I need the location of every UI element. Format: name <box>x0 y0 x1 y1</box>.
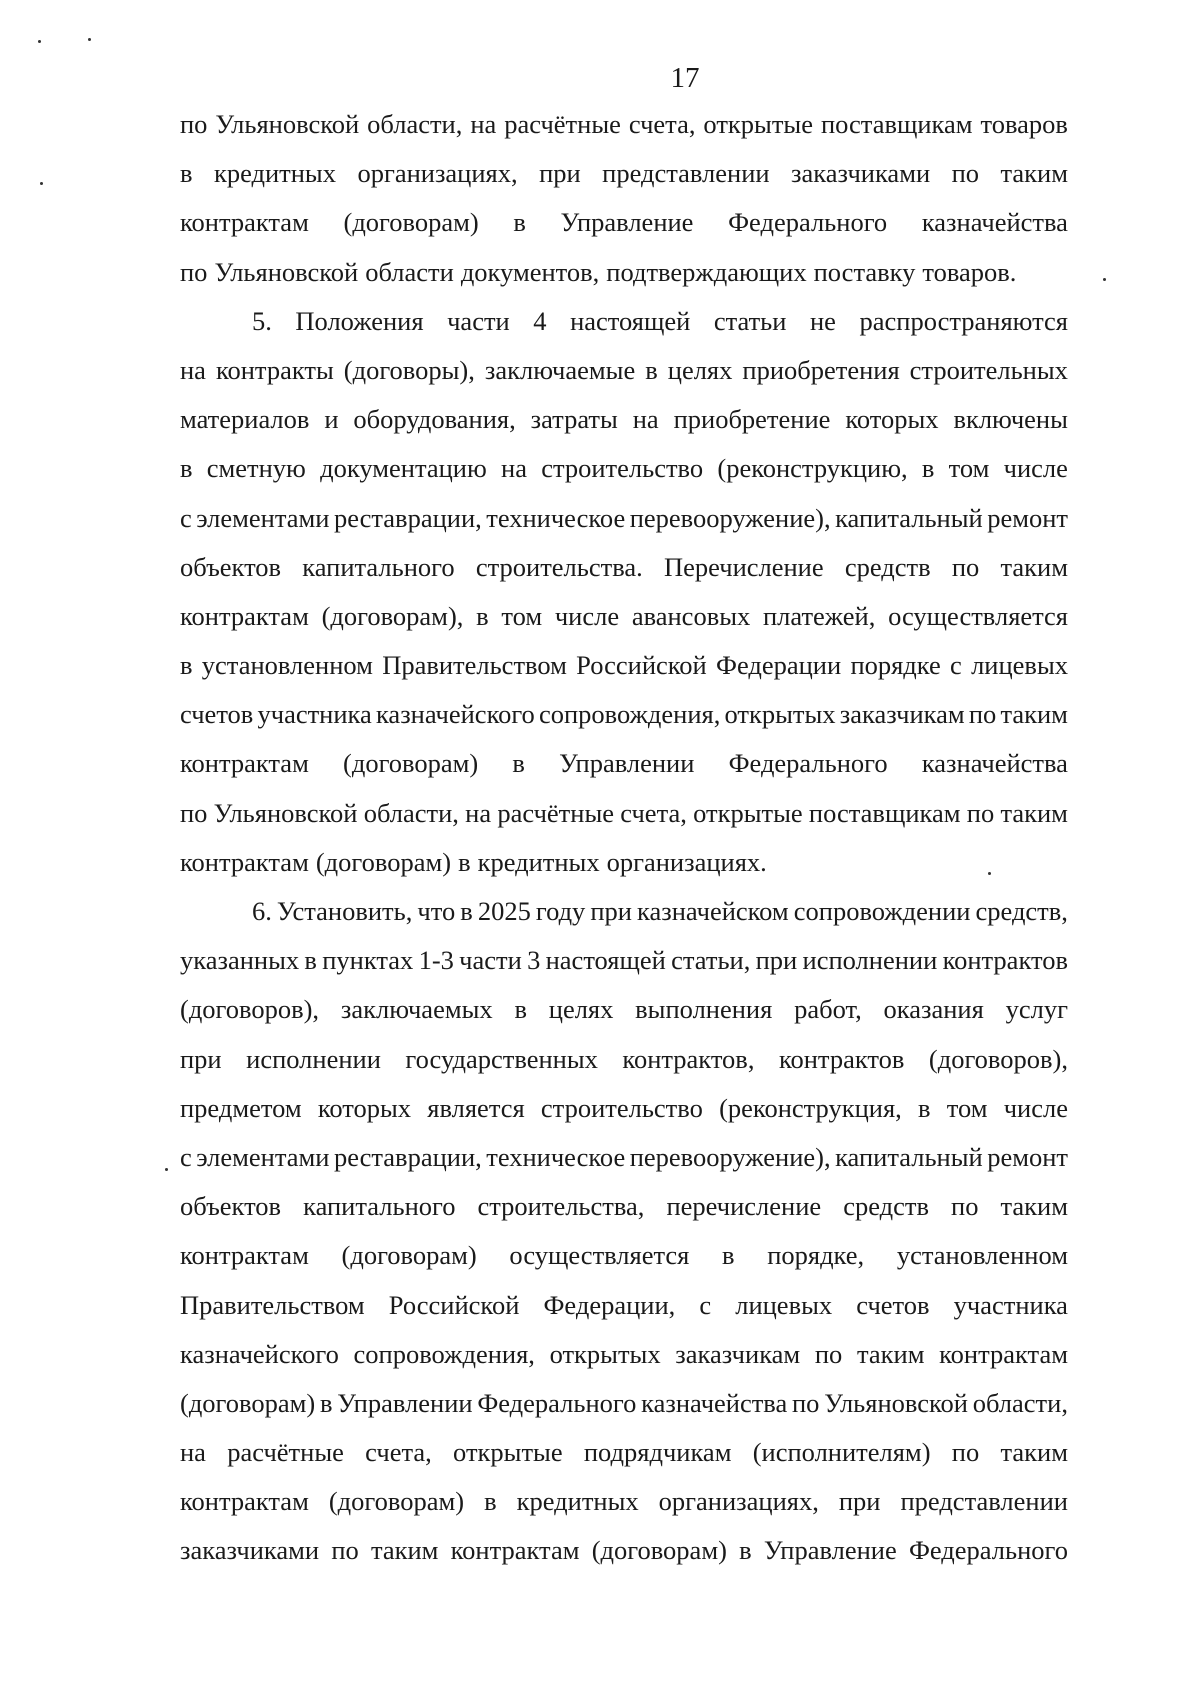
word: элементами <box>196 502 330 533</box>
word: казначейства <box>921 207 1068 238</box>
word: в <box>514 994 527 1025</box>
text-line <box>180 1330 1068 1379</box>
word: документов, <box>460 256 600 287</box>
word: в <box>180 158 193 189</box>
word: целях <box>548 994 614 1025</box>
word: Федерального <box>728 748 888 779</box>
word: 5. <box>252 305 272 336</box>
word: пунктах <box>322 945 414 976</box>
word: авансовых <box>631 600 751 631</box>
word: Федерального <box>908 1535 1068 1566</box>
word: участника <box>257 699 372 730</box>
word: по <box>331 1535 359 1566</box>
word: организациях, <box>357 158 518 189</box>
word: поставку <box>813 256 916 287</box>
word: счета, <box>628 109 696 139</box>
word: товаров. <box>922 256 1017 287</box>
word: при <box>590 896 632 926</box>
word: (договорам) <box>328 1486 465 1517</box>
word: (договоров), <box>928 1043 1068 1074</box>
word: по <box>951 158 980 189</box>
word: строительство <box>540 1092 703 1123</box>
word: (договорам), <box>321 600 464 631</box>
word: в <box>180 650 193 681</box>
word: осуществляется <box>509 1240 690 1271</box>
word: таким <box>1000 797 1068 828</box>
page-number: 17 <box>670 62 700 94</box>
word: расчётные <box>504 109 621 139</box>
word: сопровождении <box>793 896 971 926</box>
word: материалов <box>180 404 310 435</box>
text-line <box>180 789 1068 838</box>
text-line <box>180 838 1068 887</box>
word: кредитных <box>213 158 336 189</box>
text-line <box>180 1281 1068 1330</box>
word: кредитных <box>516 1486 639 1517</box>
word: счета, <box>620 797 687 828</box>
word: казначейском <box>637 896 789 926</box>
text-line <box>180 444 1068 493</box>
word: (договорам) <box>180 1387 316 1418</box>
word: Управление <box>763 1535 897 1566</box>
word: участника <box>953 1289 1068 1320</box>
word: контрактам <box>939 1338 1068 1369</box>
word: по <box>968 699 997 730</box>
word: поставщикам <box>808 797 961 828</box>
word: в <box>645 354 658 385</box>
word: (договорам) <box>591 1535 727 1566</box>
word: (реконструкцию, <box>717 453 908 484</box>
word: строительство <box>541 453 704 484</box>
word: Ульяновской <box>824 1387 968 1418</box>
word: Федерального <box>728 207 888 238</box>
word: контрактам <box>180 1486 309 1517</box>
text-line <box>180 1035 1068 1084</box>
word: документацию <box>320 453 487 484</box>
word: при <box>838 1486 881 1517</box>
text-line <box>180 346 1068 395</box>
word: приобретение <box>673 404 831 435</box>
word: заключаемые <box>484 354 636 385</box>
text-line <box>180 1379 1068 1428</box>
word: в <box>319 1387 333 1418</box>
word: в <box>458 846 471 877</box>
word: и <box>324 404 339 435</box>
text-line <box>180 887 1068 936</box>
word: части <box>447 305 510 336</box>
word: контрактам <box>180 207 309 238</box>
word: таким <box>1000 1191 1068 1222</box>
word: перевооружение), <box>629 502 831 533</box>
word: работ, <box>794 994 862 1025</box>
word: техническое <box>486 502 626 533</box>
word: установленном <box>201 650 373 681</box>
word: целях <box>667 354 733 385</box>
word: Правительством <box>180 1289 365 1320</box>
word: капитальный <box>835 1141 983 1172</box>
word: расчётные <box>227 1437 344 1468</box>
word: (исполнителям) <box>752 1437 931 1468</box>
text-line <box>180 149 1068 198</box>
word: исполнении <box>802 945 938 976</box>
word: платежей, <box>762 600 876 631</box>
word: заказчиками <box>791 158 931 189</box>
word: заключаемых <box>340 994 493 1025</box>
word: капитального <box>302 551 455 582</box>
word: на <box>465 797 492 828</box>
word: 2025 <box>477 896 531 926</box>
word: в <box>476 600 489 631</box>
word: открытых <box>724 699 836 730</box>
word: таким <box>370 1535 439 1566</box>
text-line <box>180 395 1068 444</box>
word: счетов <box>856 1289 930 1320</box>
word: сопровождения, <box>538 699 721 730</box>
word: числе <box>1003 1092 1068 1123</box>
word: по <box>951 551 980 582</box>
word: товаров <box>980 109 1068 139</box>
word: организациях, <box>658 1486 819 1517</box>
word: на <box>180 1437 206 1468</box>
word: (договорам) <box>341 1240 477 1271</box>
scan-speck <box>40 182 43 185</box>
scan-speck <box>988 872 991 875</box>
text-line <box>180 1428 1068 1477</box>
word: объектов <box>180 551 282 582</box>
word: Положения <box>295 305 424 336</box>
word: с <box>180 502 192 533</box>
word: том <box>948 453 990 484</box>
text-line <box>180 936 1068 985</box>
word: 6. <box>252 896 272 926</box>
scan-speck <box>165 1168 168 1171</box>
word: таким <box>1000 1437 1068 1468</box>
word: по <box>951 1437 980 1468</box>
word: по <box>792 1387 820 1418</box>
word: в <box>484 1486 497 1517</box>
word: контрактов <box>778 1043 905 1074</box>
word: порядке <box>850 650 941 681</box>
text-line <box>180 592 1068 641</box>
word: строительных <box>909 354 1068 385</box>
word: таким <box>1000 551 1068 582</box>
word: казначейского <box>375 699 535 730</box>
word: Управлении <box>559 748 695 779</box>
word: Ульяновской <box>213 797 358 828</box>
word: (реконструкция, <box>719 1092 902 1123</box>
word: заказчикам <box>675 1338 801 1369</box>
word: государственных <box>405 1043 598 1074</box>
word: числе <box>1003 453 1068 484</box>
scan-speck <box>1103 278 1106 281</box>
text-line <box>180 1526 1068 1575</box>
word: услуг <box>1005 994 1068 1025</box>
scan-speck <box>88 38 91 41</box>
word: подтверждающих <box>606 256 807 287</box>
word: объектов <box>180 1191 282 1222</box>
word: году <box>535 896 586 926</box>
scan-speck <box>38 40 41 43</box>
word: (договорам) <box>315 846 452 877</box>
word: не <box>810 305 836 336</box>
word: контракты <box>215 354 334 385</box>
word: средств <box>843 1191 929 1222</box>
word: статьи, <box>671 945 751 976</box>
word: в <box>460 896 473 926</box>
word: 1-3 <box>418 945 454 976</box>
word: сопровождения, <box>353 1338 535 1369</box>
word: реставрации, <box>333 1141 482 1172</box>
word: заказчиками <box>180 1535 320 1566</box>
text-line <box>180 543 1068 592</box>
word: статьи <box>713 305 787 336</box>
word: кредитных <box>477 846 600 877</box>
word: области, <box>367 109 463 139</box>
word: казначейства <box>921 748 1068 779</box>
word: на <box>632 404 659 435</box>
word: указанных <box>180 945 300 976</box>
text-line <box>180 1477 1068 1526</box>
word: поставщикам <box>820 109 973 139</box>
word: (договоров), <box>180 994 320 1025</box>
word: Управление <box>560 207 694 238</box>
word: порядке, <box>767 1240 865 1271</box>
word: Управлении <box>337 1387 473 1418</box>
word: капитальный <box>835 502 983 533</box>
word: Федерального <box>477 1387 637 1418</box>
word: ремонт <box>987 1141 1068 1172</box>
text-line <box>180 641 1068 690</box>
word: по <box>966 797 995 828</box>
word: по <box>180 797 208 828</box>
word: контрактам <box>180 1240 309 1271</box>
text-line <box>180 248 1068 297</box>
word: том <box>946 1092 988 1123</box>
word: подрядчикам <box>583 1437 732 1468</box>
text-line <box>180 1133 1068 1182</box>
word: настоящей <box>545 945 666 976</box>
text-line <box>180 1182 1068 1231</box>
word: контрактов <box>942 945 1068 976</box>
word: выполнения <box>635 994 773 1025</box>
word: строительства. <box>475 551 643 582</box>
word: казначейства <box>641 1387 788 1418</box>
word: представлении <box>900 1486 1068 1517</box>
word: в <box>722 1240 735 1271</box>
text-line <box>180 1084 1068 1133</box>
word: том <box>501 600 543 631</box>
word: реставрации, <box>333 502 482 533</box>
word: оборудования, <box>353 404 516 435</box>
word: с <box>699 1289 712 1320</box>
word: которых <box>845 404 939 435</box>
word: что <box>417 896 456 926</box>
word: на <box>470 109 497 139</box>
word: по <box>814 1338 843 1369</box>
word: таким <box>856 1338 925 1369</box>
word: Федерации, <box>543 1289 676 1320</box>
word: в <box>739 1535 752 1566</box>
word: открытых <box>549 1338 661 1369</box>
word: элементами <box>196 1141 330 1172</box>
text-line <box>180 100 1068 149</box>
word: области, <box>972 1387 1068 1418</box>
word: Ульяновской <box>215 109 360 139</box>
word: приобретения <box>742 354 900 385</box>
word: в <box>180 453 193 484</box>
word: затраты <box>530 404 618 435</box>
word: в <box>921 453 935 484</box>
word: контрактов, <box>622 1043 755 1074</box>
word: таким <box>1000 158 1068 189</box>
word: области <box>365 256 454 287</box>
text-line <box>180 739 1068 788</box>
document-body <box>180 100 1068 1576</box>
word: лицевых <box>735 1289 833 1320</box>
word: включены <box>953 404 1068 435</box>
word: предметом <box>180 1092 302 1123</box>
word: Российской <box>388 1289 520 1320</box>
word: в <box>304 945 317 976</box>
text-line <box>180 297 1068 346</box>
word: средств <box>844 551 931 582</box>
word: контрактам <box>180 600 309 631</box>
word: контрактам <box>450 1535 580 1566</box>
word: 3 <box>527 945 541 976</box>
word: открытые <box>453 1437 563 1468</box>
word: Российской <box>576 650 707 681</box>
word: части <box>459 945 522 976</box>
word: перечисление <box>666 1191 822 1222</box>
word: казначейского <box>180 1338 339 1369</box>
word: организациях. <box>606 846 767 877</box>
text-line <box>180 985 1068 1034</box>
word: Правительством <box>382 650 567 681</box>
word: (договорам) <box>343 748 479 779</box>
word: таким <box>1000 699 1068 730</box>
word: Ульяновской <box>214 256 359 287</box>
word: контрактам <box>180 748 309 779</box>
word: в <box>918 1092 931 1123</box>
text-line <box>180 690 1068 739</box>
word: расчётные <box>497 797 615 828</box>
word: распространяются <box>859 305 1068 336</box>
word: по <box>180 256 208 287</box>
word: на <box>501 453 527 484</box>
text-line <box>180 494 1068 543</box>
word: по <box>951 1191 979 1222</box>
word: Установить, <box>276 896 413 926</box>
word: в <box>512 748 525 779</box>
word: Федерации <box>716 650 842 681</box>
word: при <box>755 945 798 976</box>
word: которых <box>317 1092 412 1123</box>
word: 4 <box>533 305 547 336</box>
word: лицевых <box>971 650 1068 681</box>
word: открытые <box>703 109 813 139</box>
word: заказчикам <box>839 699 965 730</box>
word: при <box>180 1043 222 1074</box>
word: при <box>539 158 581 189</box>
word: является <box>427 1092 525 1123</box>
word: с <box>950 650 962 681</box>
word: средств, <box>975 896 1068 926</box>
word: счетов <box>180 699 254 730</box>
word: ремонт <box>987 502 1068 533</box>
word: оказания <box>883 994 984 1025</box>
word: строительства, <box>477 1191 645 1222</box>
word: капитального <box>303 1191 456 1222</box>
word: числе <box>554 600 620 631</box>
word: техническое <box>486 1141 626 1172</box>
text-line <box>180 1231 1068 1280</box>
word: счета, <box>365 1437 432 1468</box>
word: с <box>180 1141 192 1172</box>
word: (договоры), <box>343 354 475 385</box>
word: открытые <box>693 797 803 828</box>
word: сметную <box>206 453 306 484</box>
word: осуществляется <box>888 600 1068 631</box>
word: (договорам) <box>343 207 479 238</box>
text-line <box>180 198 1068 247</box>
word: в <box>513 207 526 238</box>
word: контрактам <box>180 846 309 877</box>
word: области, <box>363 797 459 828</box>
word: установленном <box>896 1240 1068 1271</box>
word: настоящей <box>570 305 691 336</box>
word: по <box>180 109 208 139</box>
word: Перечисление <box>663 551 824 582</box>
word: перевооружение), <box>629 1141 831 1172</box>
word: на <box>180 354 206 385</box>
word: представлении <box>602 158 770 189</box>
word: исполнении <box>246 1043 381 1074</box>
